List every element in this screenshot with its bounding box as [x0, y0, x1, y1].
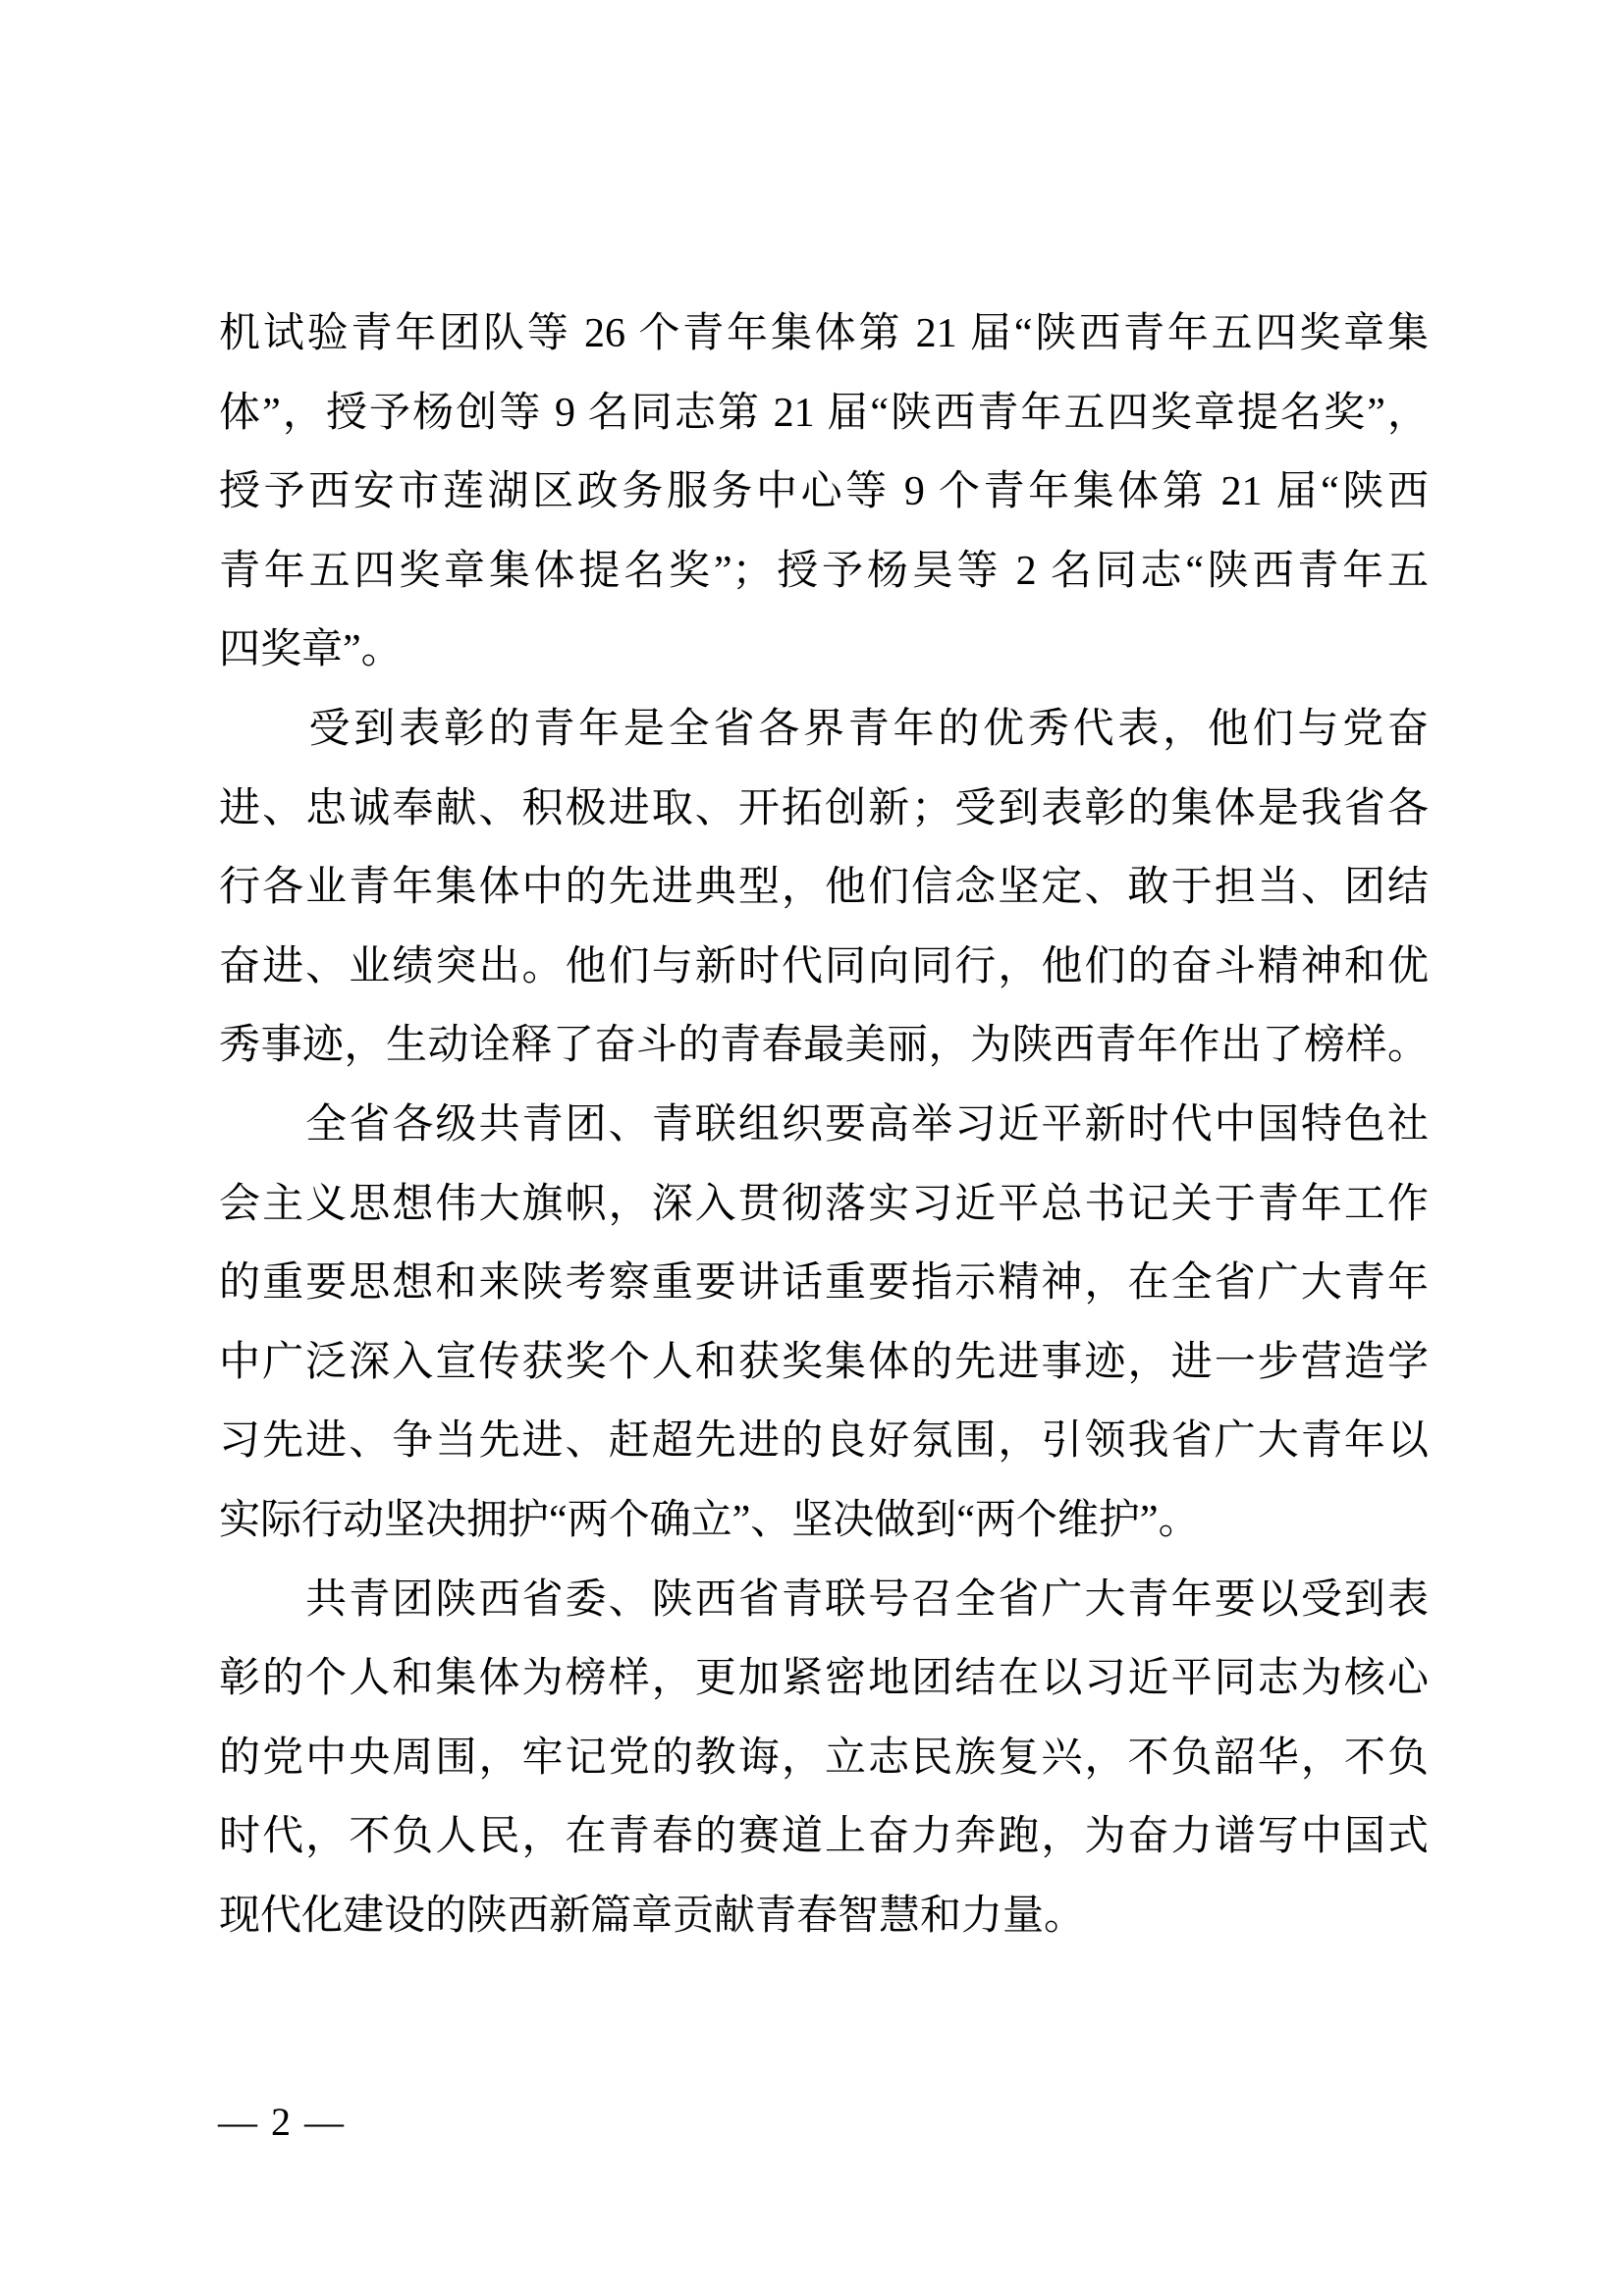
text-line: 进、忠诚奉献、积极进取、开拓创新；受到表彰的集体是我省各 — [219, 785, 1429, 831]
text-line: 实际行动坚决拥护“两个确立”、坚决做到“两个维护”。 — [219, 1497, 1200, 1543]
body-text — [219, 294, 1429, 1955]
text-line: 秀事迹，生动诠释了奋斗的青春最美丽，为陕西青年作出了榜样。 — [219, 1023, 1429, 1069]
text-line: 现代化建设的陕西新篇章贡献青春智慧和力量。 — [219, 1893, 1086, 1939]
text-line: 全省各级共青团、青联组织要高举习近平新时代中国特色社 — [219, 1101, 1429, 1148]
text-line: 的党中央周围，牢记党的教诲，立志民族复兴，不负韶华，不负 — [219, 1735, 1429, 1781]
text-line: 习先进、争当先进、赶超先进的良好氛围，引领我省广大青年以 — [219, 1418, 1429, 1465]
text-line: 共青团陕西省委、陕西省青联号召全省广大青年要以受到表 — [219, 1576, 1429, 1623]
page-number: — 2 — — [218, 2100, 346, 2144]
text-line: 体”，授予杨创等 9 名同志第 21 届“陕西青年五四奖章提名奖”， — [219, 390, 1429, 436]
text-line: 奋进、业绩突出。他们与新时代同向同行，他们的奋斗精神和优 — [219, 943, 1429, 989]
text-line: 彰的个人和集体为榜样，更加紧密地团结在以习近平同志为核心 — [219, 1656, 1429, 1702]
text-line: 时代，不负人民，在青春的赛道上奋力奔跑，为奋力谱写中国式 — [219, 1814, 1429, 1860]
text-line: 授予西安市莲湖区政务服务中心等 9 个青年集体第 21 届“陕西 — [219, 469, 1429, 515]
text-line: 受到表彰的青年是全省各界青年的优秀代表，他们与党奋 — [219, 706, 1429, 752]
text-line: 中广泛深入宣传获奖个人和获奖集体的先进事迹，进一步营造学 — [219, 1339, 1429, 1385]
text-line: 会主义思想伟大旗帜，深入贯彻落实习近平总书记关于青年工作 — [219, 1181, 1429, 1227]
text-line: 四奖章”。 — [219, 627, 403, 673]
text-line: 机试验青年团队等 26 个青年集体第 21 届“陕西青年五四奖章集 — [219, 311, 1429, 356]
text-line: 的重要思想和来陕考察重要讲话重要指示精神，在全省广大青年 — [219, 1260, 1429, 1307]
text-line: 青年五四奖章集体提名奖”；授予杨昊等 2 名同志“陕西青年五 — [219, 548, 1429, 594]
text-line: 行各业青年集体中的先进典型，他们信念坚定、敢于担当、团结 — [219, 865, 1429, 911]
